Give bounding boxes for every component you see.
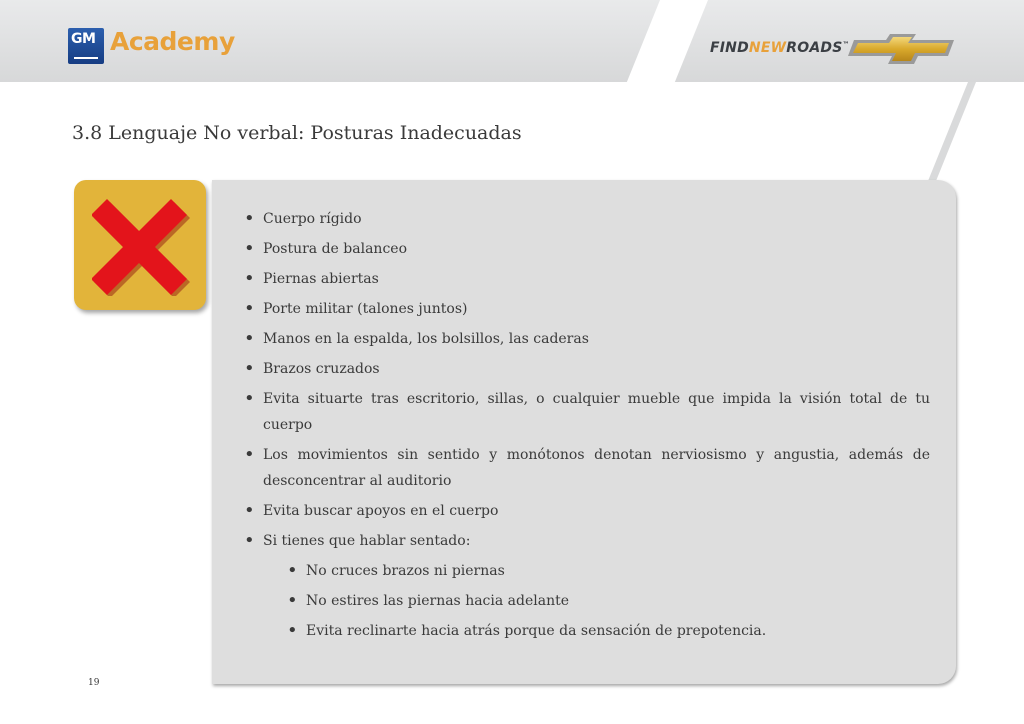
- list-item: • Manos en la espalda, los bolsillos, las caderas: [244, 326, 930, 352]
- list-item: • Evita situarte tras escritorio, sillas, o cualquier mueble que impida la visión total de tu cuerpo: [244, 386, 930, 438]
- list-item: • Piernas abiertas: [244, 266, 930, 292]
- sub-list-item: • Evita reclinarte hacia atrás porque da sensación de prepotencia.: [287, 618, 930, 644]
- academy-logo-text: Academy: [110, 27, 235, 56]
- red-x-icon: [92, 196, 192, 296]
- header-bar: [0, 0, 1024, 82]
- sub-list-item: • No cruces brazos ni piernas: [287, 558, 930, 584]
- page-title: 3.8 Lenguaje No verbal: Posturas Inadecuadas: [72, 122, 522, 144]
- chevrolet-bowtie-icon: [848, 34, 956, 66]
- tagline-find: FIND: [710, 40, 749, 56]
- list-item: • Porte militar (talones juntos): [244, 296, 930, 322]
- list-item: • Si tienes que hablar sentado:: [244, 528, 930, 554]
- sub-list-item: • No estires las piernas hacia adelante: [287, 588, 930, 614]
- header-slash-decoration: [627, 0, 708, 82]
- tagline-roads: ROADS: [786, 40, 843, 56]
- list-item: • Los movimientos sin sentido y monótonos denotan nerviosismo y angustia, además de desconcentrar al auditorio: [244, 442, 930, 494]
- list-item: • Postura de balanceo: [244, 236, 930, 262]
- find-new-roads-tagline: [710, 40, 850, 56]
- gm-logo-text: GM: [71, 31, 96, 47]
- postures-list: [244, 206, 930, 648]
- list-item: • Cuerpo rígido: [244, 206, 930, 232]
- tagline-new: NEW: [748, 40, 787, 56]
- gm-logo: [68, 28, 104, 64]
- list-item: • Brazos cruzados: [244, 356, 930, 382]
- page-number: 19: [88, 678, 100, 688]
- list-item: • Evita buscar apoyos en el cuerpo: [244, 498, 930, 524]
- tagline-trademark: ™: [842, 40, 850, 49]
